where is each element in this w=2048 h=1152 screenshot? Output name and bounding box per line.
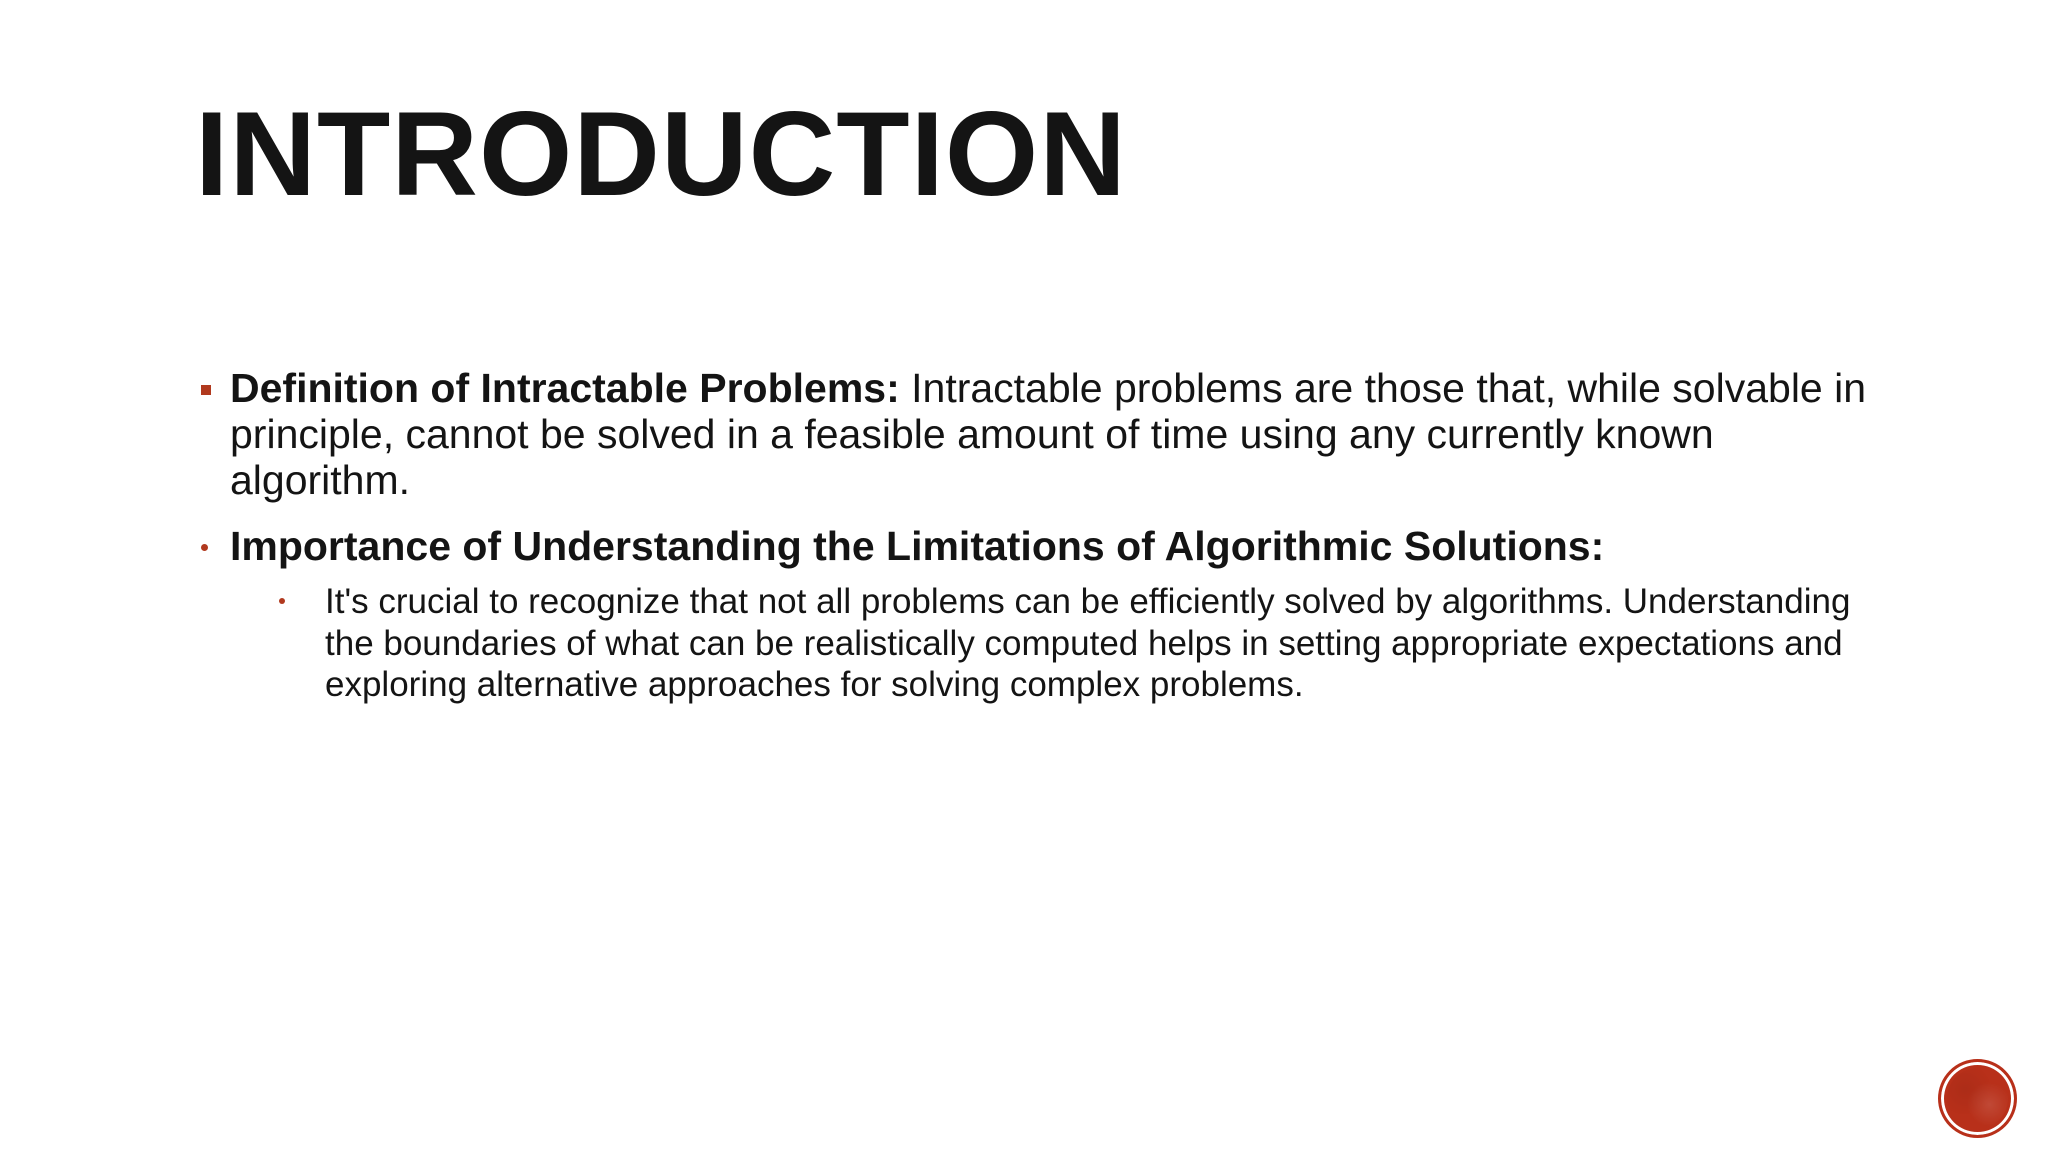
nav-button-texture [1947, 1068, 2008, 1129]
sub-bullet-text: It's crucial to recognize that not all problems can be efficiently solved by algorithms. Understanding the boundaries of what can be realistically computed helps in setting appropriate expectations and exploring alternative approaches for solving complex problems. [325, 582, 1851, 704]
square-bullet-icon [201, 385, 211, 395]
slide-content [196, 365, 1896, 706]
slide-title: INTRODUCTION [195, 87, 1127, 221]
circle-nav-icon[interactable] [1938, 1059, 2017, 1138]
dot-bullet-icon [201, 544, 208, 551]
sub-bullet-item [325, 581, 1896, 706]
bullet-heading: Definition of Intractable Problems: [230, 365, 900, 411]
bullet-text: Intractable problems are those that, while solvable in principle, cannot be solved in a feasible amount of time using any currently known algorithm. [230, 365, 1867, 503]
bullet-heading: Importance of Understanding the Limitations of Algorithmic Solutions: [230, 523, 1605, 569]
bullet-item-importance [196, 523, 1896, 706]
bullet-item-definition [196, 365, 1896, 503]
dot-bullet-icon [279, 598, 285, 604]
